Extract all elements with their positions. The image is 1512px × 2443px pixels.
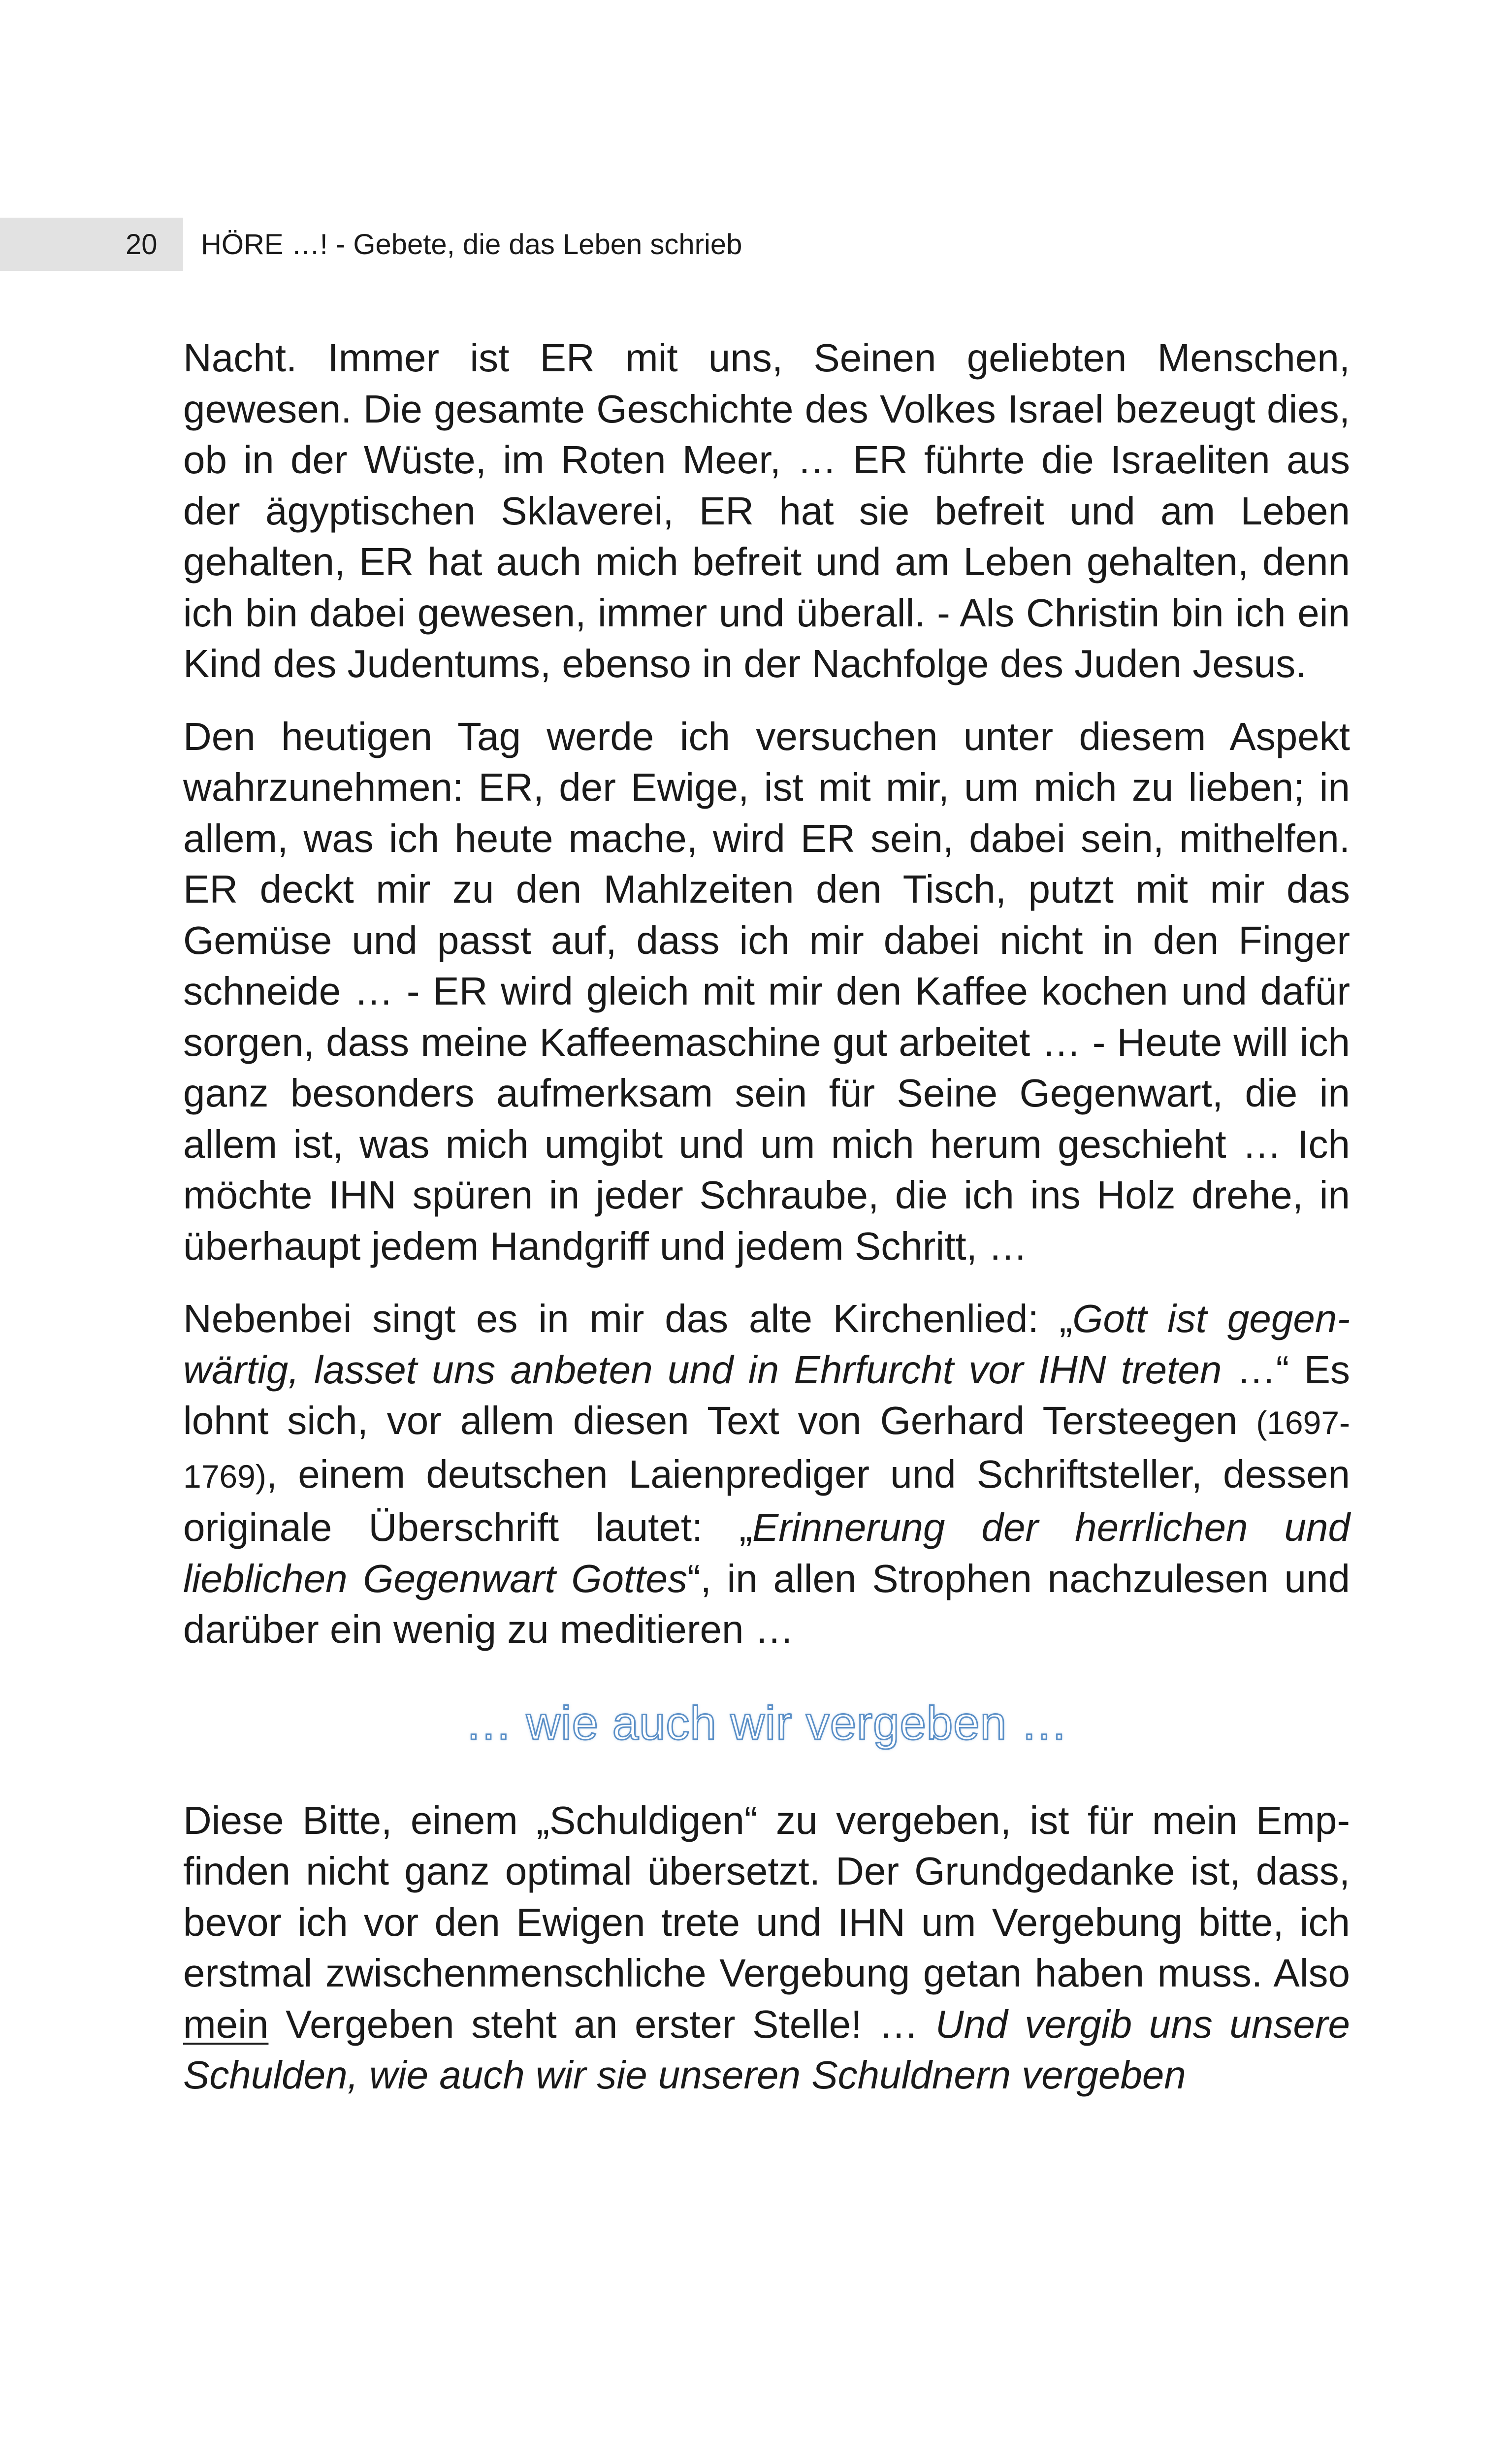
section-heading: … wie auch wir vergeben … bbox=[465, 1696, 1068, 1750]
paragraph-3-text-2: …“ Es lohnt sich, vor allem diesen Text von Gerhard Tersteegen bbox=[183, 1347, 1350, 1442]
paragraph-3-text-4: “, in allen Strophen nachzulesen und darüber ein wenig zu meditieren … bbox=[183, 1556, 1351, 1651]
hymn-title: Gott ist gegenwärtig, lasset uns anbeten und in Ehrfurcht vor IHN treten bbox=[183, 1297, 1350, 1392]
running-title: HÖRE …! - Gebete, die das Leben schrieb bbox=[201, 228, 742, 261]
paragraph-1: Nacht. Immer ist ER mit uns, Seinen geliebten Menschen, gewesen. Die gesamte Geschichte des Volkes Israel bezeugt dies, ob in der Wüste, im Roten Meer, … ER führte die Israeliten aus der ägyptischen Sklaverei, ER hat sie befreit und am Leben gehalten, ER hat auch mich befreit und am Leben gehalten, denn ich bin dabei gewesen, immer und überall. - Als Christin bin ich ein Kind des Judentums, ebenso in der Nachfolge des Juden Jesus. bbox=[183, 336, 1350, 685]
underlined-word: mein bbox=[183, 2002, 269, 2046]
original-title: Erinnerung der herrlichen und lieblichen Gegenwart Gottes bbox=[183, 1505, 1350, 1600]
paragraph-4-text-1: Diese Bitte, einem „Schuldigen“ zu vergeben, ist für mein Empfinden nicht ganz optimal übersetzt. Der Grundgedanke ist, dass, bevor ich vor den Ewigen trete und IHN um Vergebung bitte, ich erstmal zwischenmenschliche Vergebung getan haben muss. Also bbox=[183, 1798, 1350, 1995]
paragraph-4 bbox=[183, 1795, 1350, 2101]
page-number: 20 bbox=[126, 228, 158, 261]
paragraph-3-text-3: , einem deutschen Laienprediger und Schriftsteller, dessen originale Überschrift lautet: „ bbox=[183, 1452, 1350, 1549]
paragraph-2: Den heutigen Tag werde ich versuchen unter diesem Aspekt wahrzunehmen: ER, der Ewige, ist mit mir, um mich zu lieben; in allem, was ich heute mache, wird ER sein, dabei sein, mithelfen. ER deckt mir zu den Mahlzeiten den Tisch, putzt mit mir das Gemüse und passt auf, dass ich mir dabei nicht in den Finger schneide … - ER wird gleich mit mir den Kaffee kochen und dafür sorgen, dass meine Kaffeemaschine gut arbeitet … - Heute will ich ganz besonders aufmerksam sein für Seine Gegenwart, die in allem ist, was mich umgibt und um mich herum geschieht … Ich möchte IHN spüren in jeder Schraube, die ich ins Holz drehe, in überhaupt jedem Handgriff und jedem Schritt, … bbox=[183, 714, 1350, 1268]
prayer-quote: Und vergib uns unsere Schulden, wie auch wir sie unseren Schuldnern vergeben bbox=[183, 2002, 1351, 2097]
life-years: (1697-1769) bbox=[183, 1404, 1350, 1495]
paragraph-4-text-2: Vergeben steht an erster Stelle! … bbox=[268, 2002, 935, 2046]
paragraph-3 bbox=[183, 1293, 1350, 1655]
paragraph-3-text-1: Nebenbei singt es in mir das alte Kirchenlied: „ bbox=[183, 1297, 1073, 1340]
page-body bbox=[183, 332, 1350, 2120]
